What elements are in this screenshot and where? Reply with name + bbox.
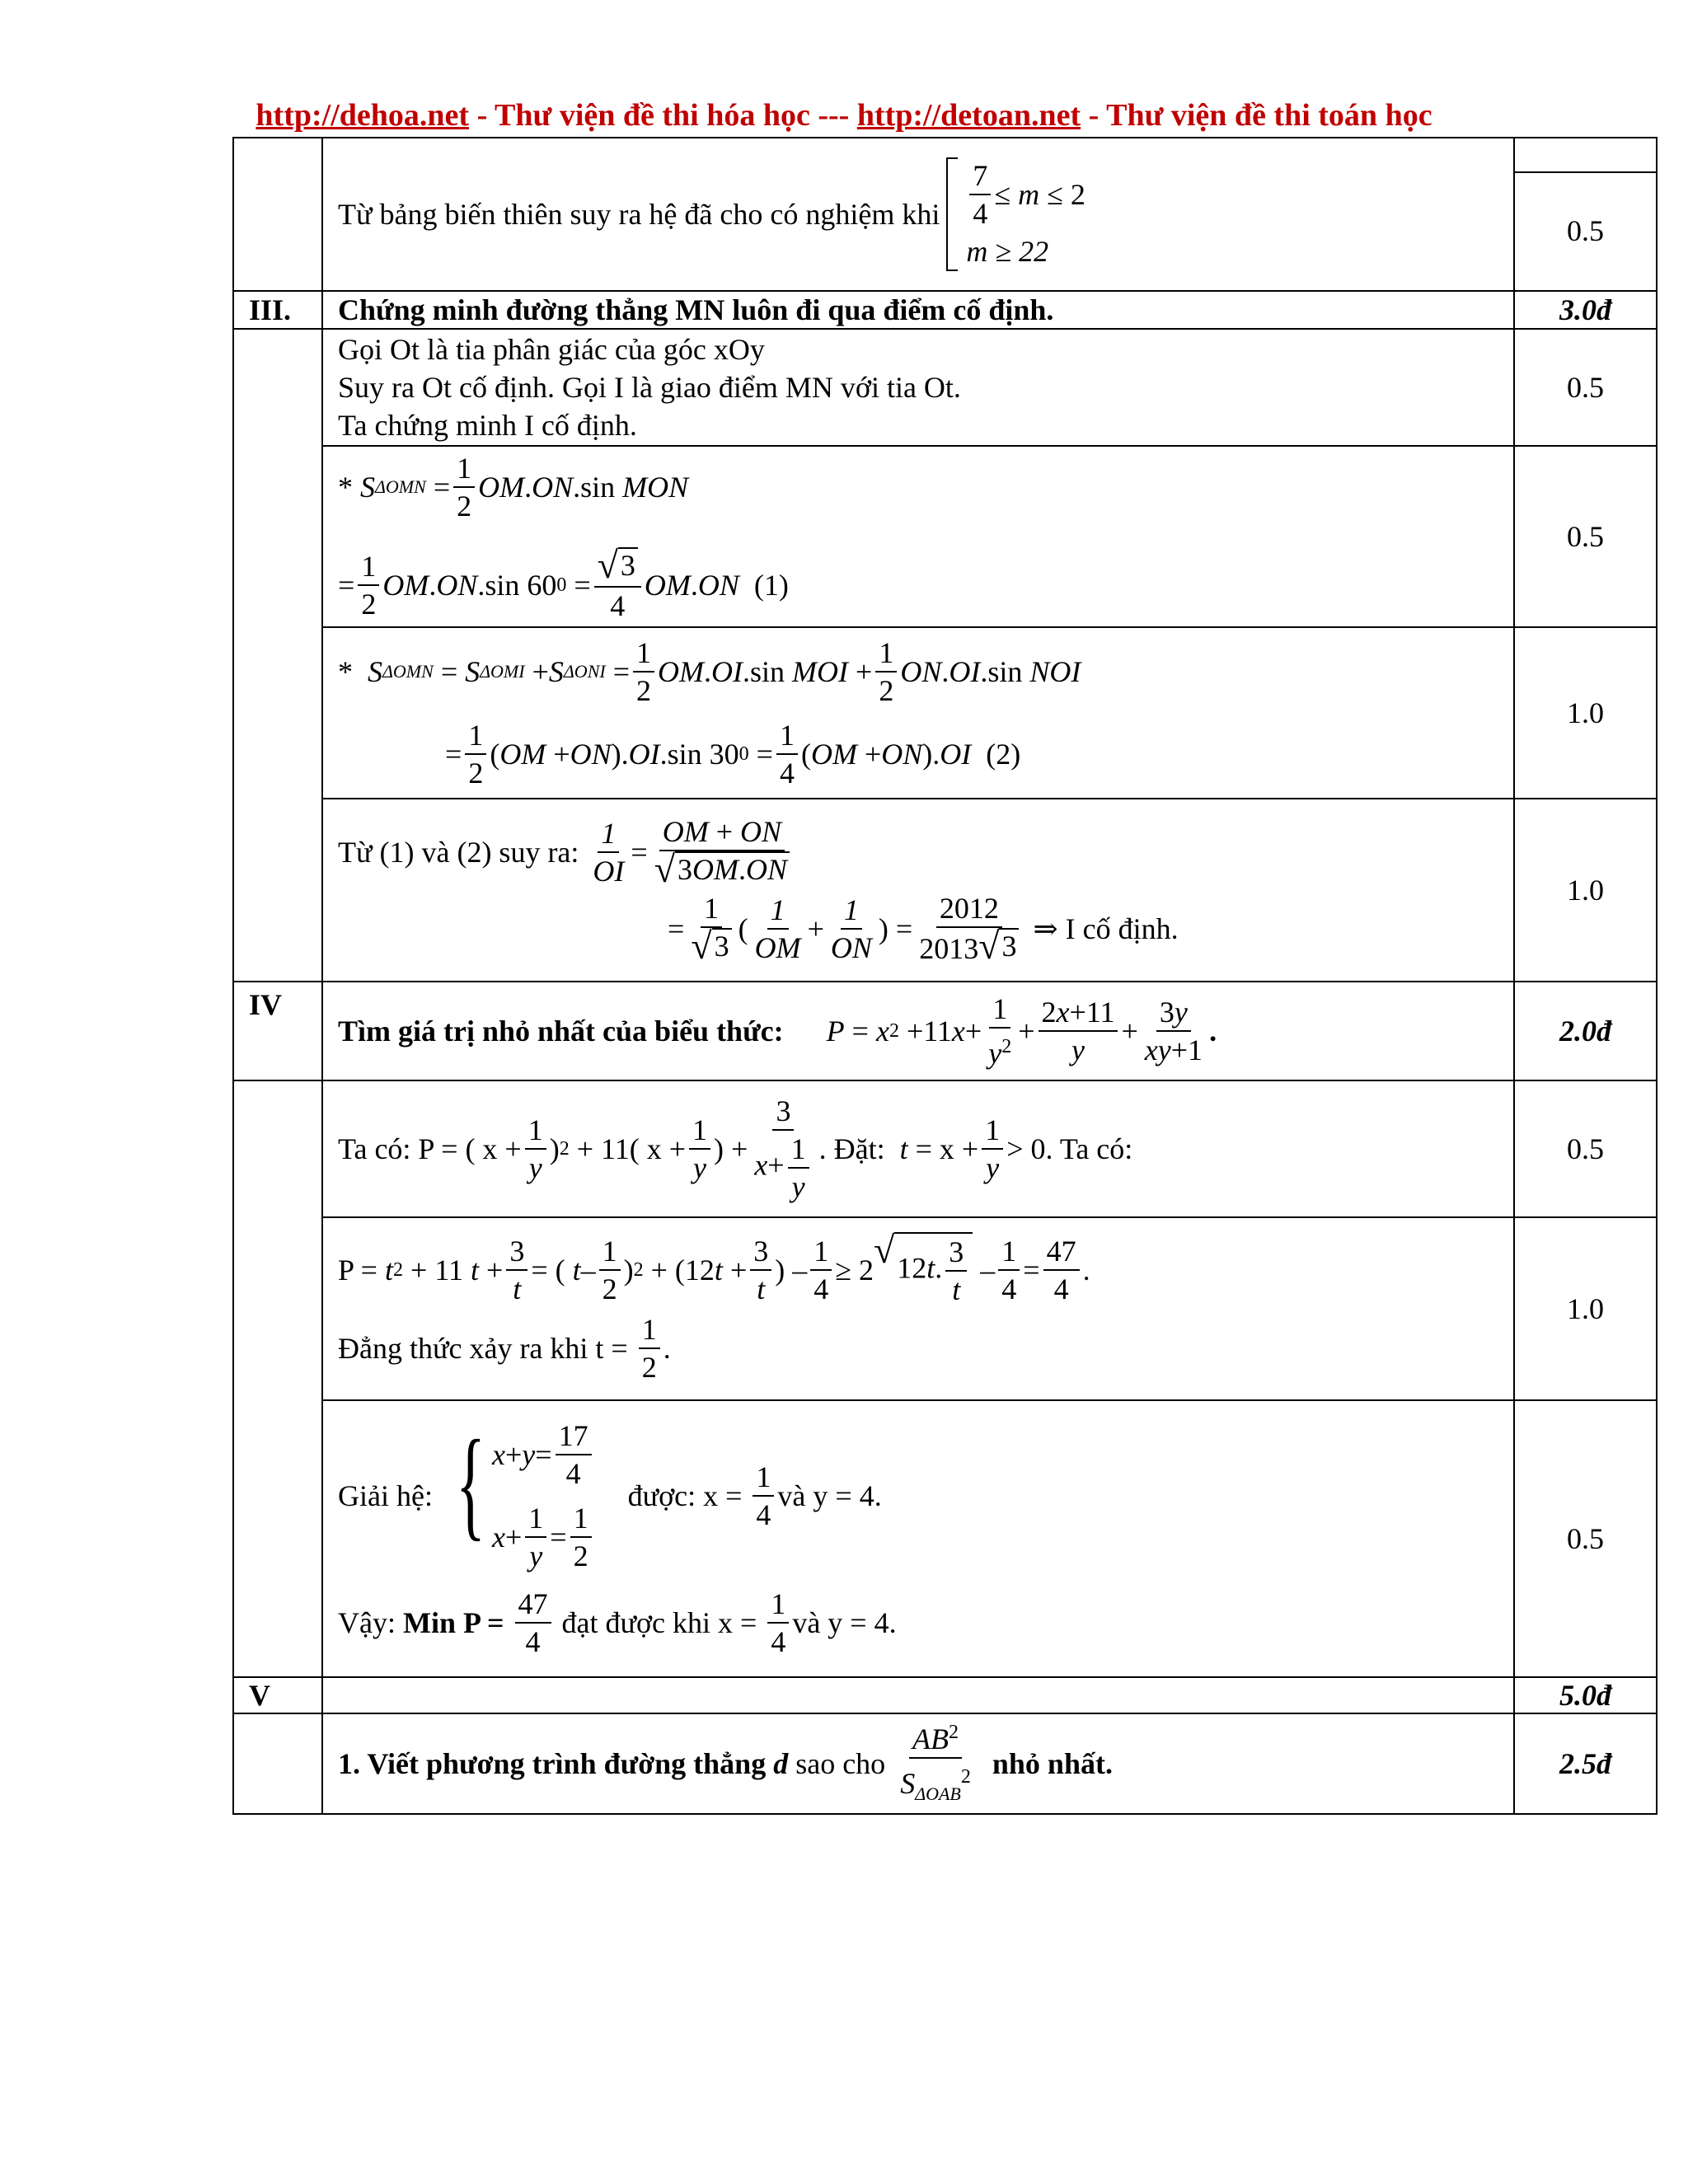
r9-score: 1.0 bbox=[1514, 1217, 1657, 1400]
section-title: Tìm giá trị nhỏ nhất của biểu thức: bbox=[338, 1015, 784, 1047]
r4-formula: * S ΔOMN = 1 2 OM . ON .sin MON = 1 2 OM . ON .sin 60 0 = √ 3 4 OM . ON (1) bbox=[322, 446, 1514, 627]
section-points: 5.0đ bbox=[1514, 1677, 1657, 1713]
table-row bbox=[233, 982, 1657, 1080]
r3-line3: Ta chứng minh I cố định. bbox=[338, 409, 637, 442]
r3-score: 0.5 bbox=[1514, 329, 1657, 446]
table-row bbox=[233, 1080, 1657, 1217]
r8-mid: . Đặt: bbox=[818, 1132, 885, 1165]
table-row bbox=[233, 1713, 1657, 1814]
header-text-1: - Thư viện đề thi hóa học --- bbox=[469, 98, 857, 133]
r6-score: 1.0 bbox=[1514, 799, 1657, 982]
r6-lead: Từ (1) và (2) suy ra: bbox=[338, 835, 579, 869]
r4-score: 0.5 bbox=[1514, 446, 1657, 627]
section-points: 2.0đ bbox=[1514, 982, 1657, 1080]
r12-tail: nhỏ nhất. bbox=[992, 1747, 1113, 1780]
r7-expression: P = x 2 +11 x + 1 $y^2$ + 2x+11 y + 3y xy+1 . bbox=[826, 992, 1217, 1070]
answer-table bbox=[232, 137, 1658, 1815]
page-header bbox=[0, 97, 1688, 134]
r10-system: { x + y = 17 4 x + 1 y = 1 2 bbox=[441, 1418, 595, 1574]
section-label: IV bbox=[233, 982, 322, 1080]
r1-condition: 7 4 ≤ m ≤ 2 m ≥ 22 bbox=[946, 157, 1085, 271]
table-row bbox=[233, 138, 1657, 291]
r10-formula: Giải hệ: { x + y = 17 4 x + 1 y = 1 2 được: x = $\frac{1}{4}$ và y = 4. Vậy: Min P = $\frac{47}{4}$ đạt được khi x = $\frac{1}{4}$ và y = 4. bbox=[322, 1400, 1514, 1677]
r12-ratio: $AB^2$ $S_{\Delta OAB}^2$ bbox=[897, 1714, 974, 1812]
table-row bbox=[233, 446, 1657, 627]
r8-formula: Ta có: P = ( x + $\frac{1}{y}$ ) 2 + 11( x + 1 y ) + 3 x+ $\frac{1}{y}$ . Đặt: t = x + 1 y > 0. Ta có: bbox=[322, 1080, 1514, 1217]
table-row bbox=[233, 329, 1657, 446]
section-title: Chứng minh đường thẳng MN luôn đi qua điểm cố định. bbox=[322, 291, 1514, 329]
r10-conclude-bold: Min P = bbox=[402, 1606, 504, 1639]
table-row bbox=[233, 291, 1657, 329]
section-points: 3.0đ bbox=[1514, 291, 1657, 329]
table-row bbox=[233, 627, 1657, 799]
section-label: V bbox=[233, 1677, 322, 1713]
r8-tail: > 0. Ta có: bbox=[1006, 1132, 1133, 1165]
r10-lead: Giải hệ: bbox=[338, 1479, 433, 1512]
r8-score: 0.5 bbox=[1514, 1080, 1657, 1217]
header-text-2: - Thư viện đề thi toán học bbox=[1081, 98, 1432, 133]
r10-and: và y = 4. bbox=[777, 1479, 882, 1512]
r10-and-2: và y = 4. bbox=[792, 1606, 897, 1639]
dehoa-link[interactable]: http://dehoa.net bbox=[256, 98, 470, 133]
r10-score: 0.5 bbox=[1514, 1400, 1657, 1677]
table-row bbox=[233, 1677, 1657, 1713]
r5-formula: * S ΔOMN = S ΔOMI + S ΔONI = 1 2 OM . OI .sin MOI + 1 2 ON . OI .sin NOI = 1 2 ( OM + ON ). OI .sin 30 0 = 1 4 ( OM + ON ). OI (2) bbox=[322, 627, 1514, 799]
section-title: 1. Viết phương trình đường thẳng bbox=[338, 1747, 767, 1780]
r6-tail: I cố định. bbox=[1065, 912, 1179, 945]
r5-score: 1.0 bbox=[1514, 627, 1657, 799]
r10-got: được: x = bbox=[627, 1479, 743, 1512]
r3-line2: Suy ra Ot cố định. Gọi I là giao điểm MN với tia Ot. bbox=[338, 371, 961, 404]
r1-text: Từ bảng biến thiên suy ra hệ đã cho có nghiệm khi bbox=[338, 198, 940, 231]
r8-lead: Ta có: P = bbox=[338, 1132, 458, 1165]
table-row bbox=[233, 799, 1657, 982]
r10-conclude-mid: đạt được khi x = bbox=[561, 1606, 757, 1639]
r9-formula: P = t 2 + 11 t + 3 t = ( t – 1 2 ) 2 + (12 t + 3 t ) – 1 4 ≥ 2 √ 12t. $\frac{3}{t}$ – 1 4 = 47 4 . Đẳng thức xảy ra khi t = $\frac{1}{2}$ . bbox=[322, 1217, 1514, 1400]
r12-mid: sao cho bbox=[795, 1747, 886, 1780]
r12-d: d bbox=[773, 1747, 789, 1780]
detoan-link[interactable]: http://detoan.net bbox=[856, 98, 1081, 133]
table-row bbox=[233, 1217, 1657, 1400]
section-points: 2.5đ bbox=[1514, 1713, 1657, 1814]
r10-conclude-pre: Vậy: bbox=[338, 1606, 396, 1639]
table-row bbox=[233, 1400, 1657, 1677]
r6-formula: Từ (1) và (2) suy ra: 1 OI = OM + ON √ 3OM.ON = 1 √ 3 ( 1 OM + 1 ON ) = 2012 2013 √ 3 ⇒ I cố định. bbox=[322, 799, 1514, 982]
r3-line1: Gọi Ot là tia phân giác của góc xOy bbox=[338, 333, 765, 366]
section-label: III. bbox=[233, 291, 322, 329]
r9-equality: Đẳng thức xảy ra khi t = bbox=[338, 1332, 628, 1365]
r1-score: 0.5 bbox=[1567, 214, 1604, 247]
